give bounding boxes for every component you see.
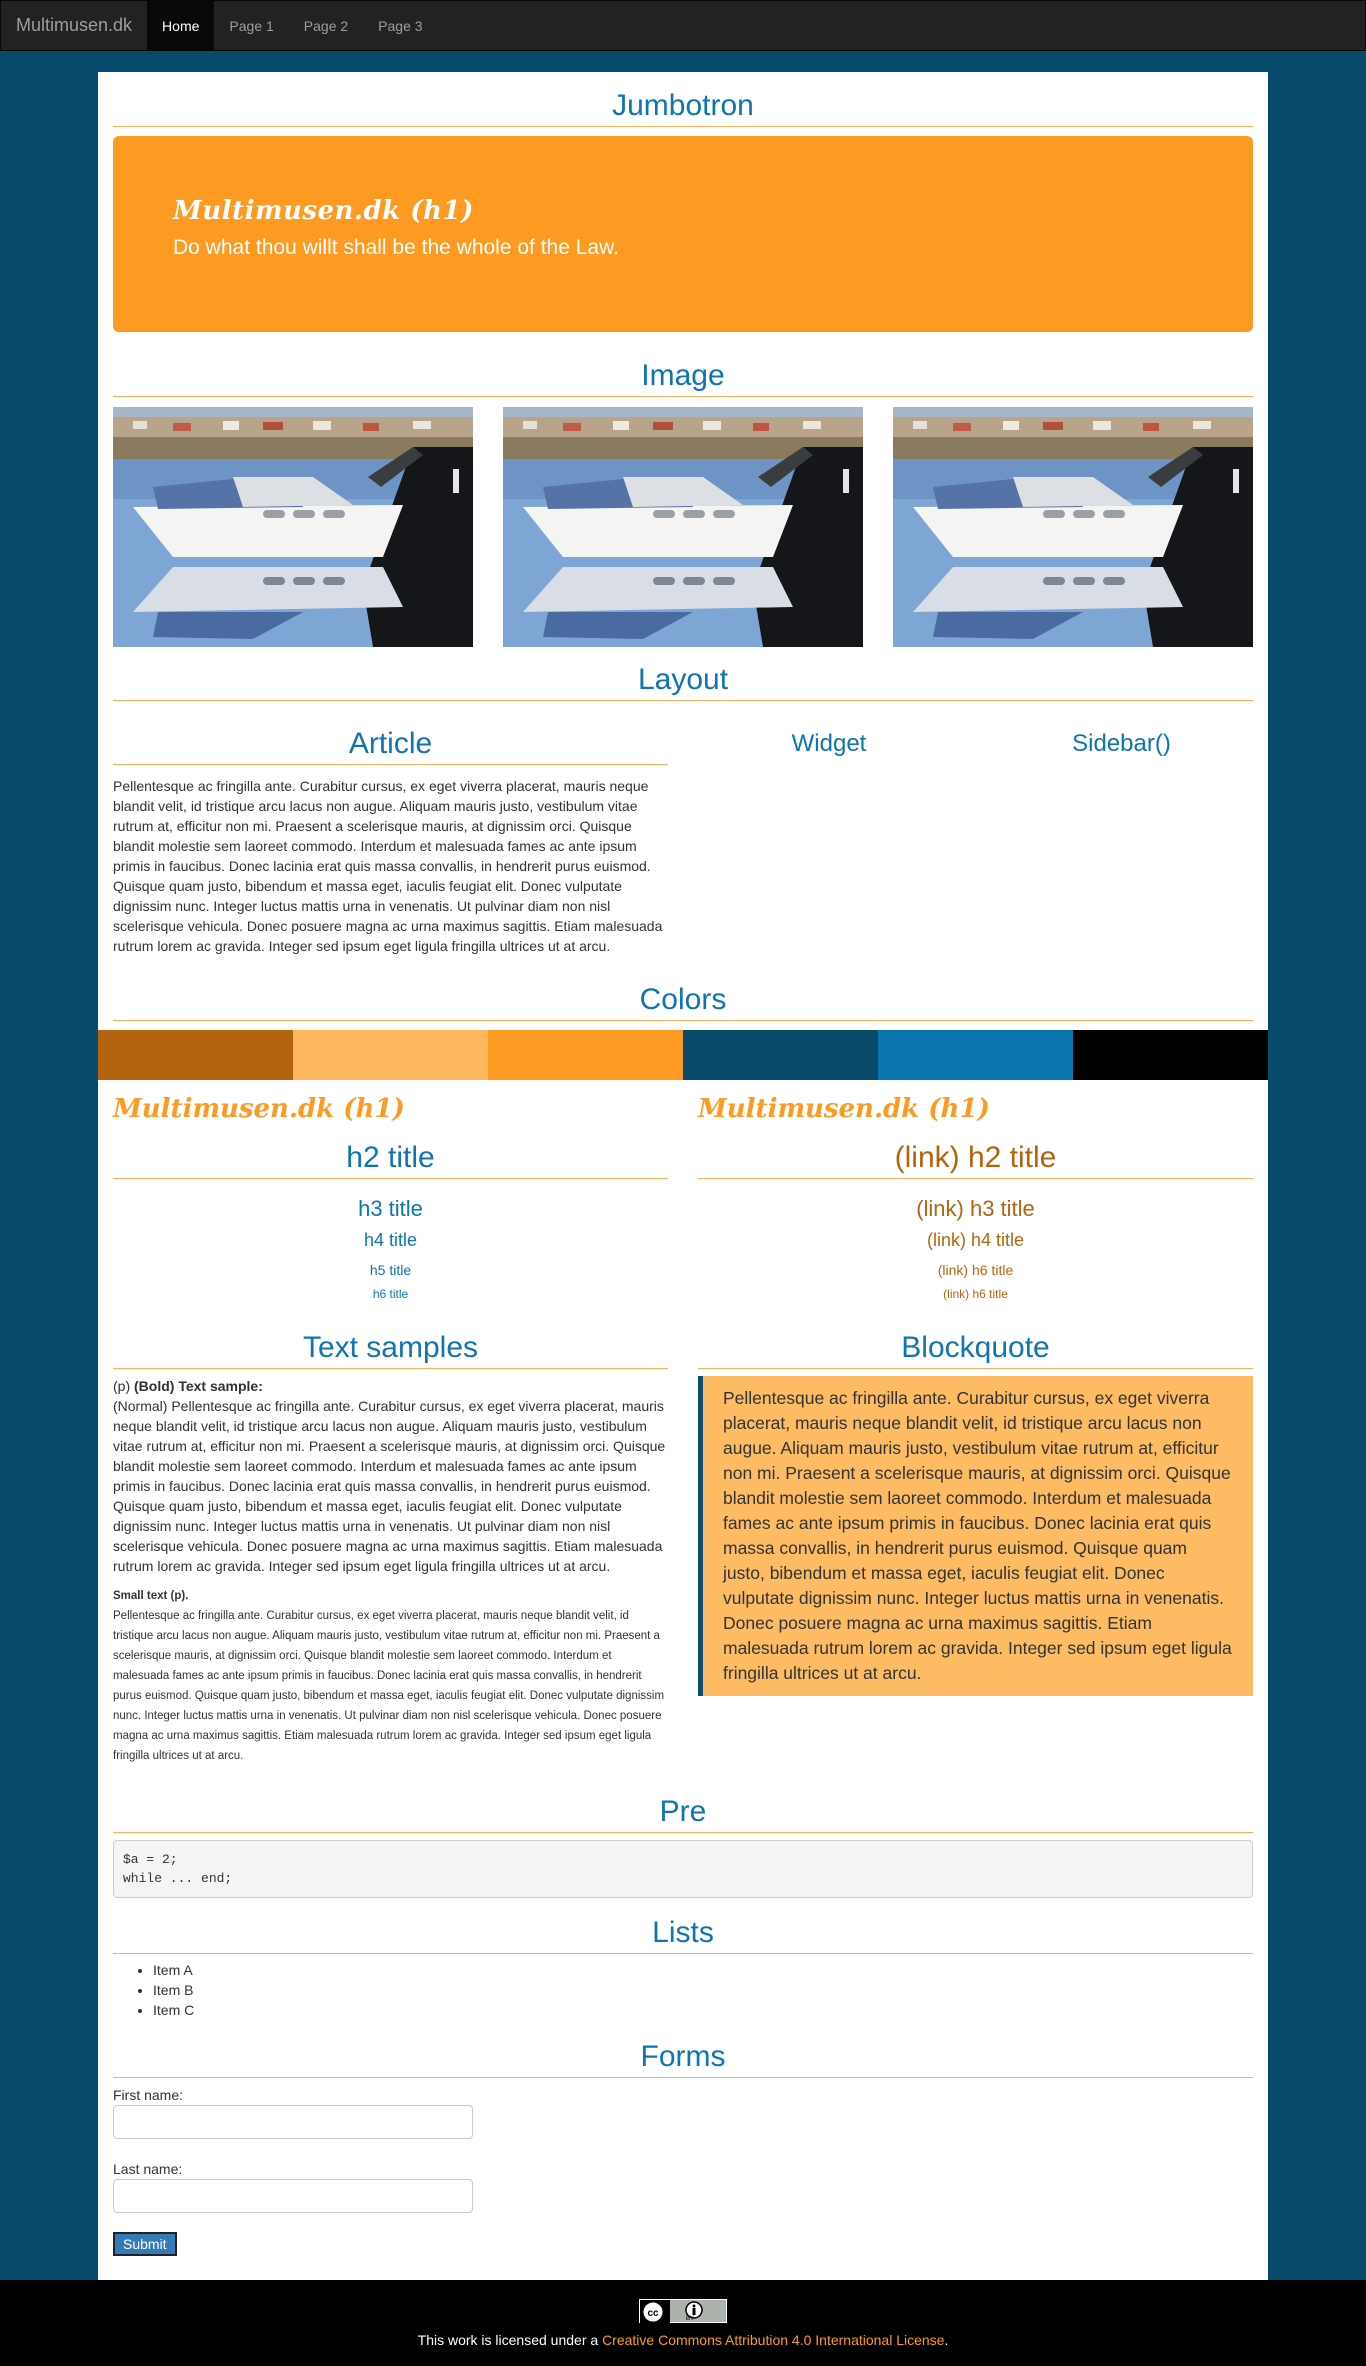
blockquote: Pellentesque ac fringilla ante. Curabitur cursus, ex eget viverra placerat, mauris neque blandit velit, id tristique arcu lacus non augue. Aliquam mauris justo, vestibulum vitae rutrum at, efficitur non mi. Praesent a scelerisque mauris, at dignissim orci. Quisque blandit molestie sem laoreet commodo. Interdum et malesuada fames ac ante ipsum primis in faucibus. Donec lacinia erat quis massa convallis, in hendrerit purus euismod. Quisque quam justo, bibendum et massa eget, iaculis feugiat elit. Donec vulputate dignissim nunc. Integer luctus mattis urna in venenatis. Donec posuere magna ac urna maximus sagittis. Etiam malesuada rutrum lorem ac gravida. Integer sed ipsum eget ligula fringilla ultrices ut at arcu. bbox=[698, 1376, 1253, 1696]
nav-item-page-2[interactable]: Page 2 bbox=[303, 17, 349, 34]
small-label: Small text (p). bbox=[113, 1590, 189, 1602]
p-prefix: (p) bbox=[113, 1378, 131, 1394]
list-item: • Item B bbox=[153, 1980, 194, 2000]
nav-item-page-3[interactable]: Page 3 bbox=[378, 17, 423, 34]
color-swatch-3 bbox=[488, 1030, 683, 1080]
section-title-lists: Lists bbox=[113, 1915, 1253, 1954]
footer bbox=[0, 2280, 1366, 2366]
jumbotron-heading: Multimusen.dk (h1) bbox=[173, 196, 474, 226]
pre-code-block bbox=[113, 1840, 1253, 1898]
link-h2-title[interactable]: (link) h2 title bbox=[698, 1140, 1253, 1179]
item-list bbox=[153, 1960, 194, 2020]
list-item: • Item A bbox=[153, 1960, 194, 1980]
script-heading-left: Multimusen.dk (h1) bbox=[113, 1094, 405, 1124]
nav-item-home[interactable]: Home bbox=[147, 1, 214, 50]
color-swatch-5 bbox=[878, 1030, 1073, 1080]
pre-line-1: $a = 2; bbox=[123, 1852, 178, 1867]
link-h6-title[interactable]: (link) h6 title bbox=[943, 1287, 1008, 1301]
first-name-label: First name: bbox=[113, 2087, 184, 2103]
last-name-label: Last name: bbox=[113, 2161, 183, 2177]
jumbotron-lead: Do what thou willt shall be the whole of the Law. bbox=[173, 236, 619, 259]
h6-title: h6 title bbox=[372, 1287, 409, 1301]
boat-image-2 bbox=[503, 407, 863, 647]
svg-text:cc: cc bbox=[647, 2308, 659, 2319]
sidebar-title: Sidebar() bbox=[1072, 730, 1171, 757]
h4-title: h4 title bbox=[363, 1230, 418, 1250]
link-h4-title[interactable]: (link) h4 title bbox=[926, 1230, 1025, 1250]
bold-label: (Bold) Text sample: bbox=[134, 1378, 263, 1394]
color-swatch-2 bbox=[293, 1030, 488, 1080]
small-text-block bbox=[113, 1586, 668, 1766]
section-title-text-samples: Text samples bbox=[113, 1330, 668, 1369]
pre-line-2: while ... end; bbox=[123, 1871, 233, 1886]
submit-button[interactable]: Submit bbox=[113, 2232, 177, 2256]
text-sample-paragraph bbox=[113, 1376, 668, 1576]
nav-item-page-1[interactable]: Page 1 bbox=[229, 17, 274, 34]
section-title-blockquote: Blockquote bbox=[698, 1330, 1253, 1369]
list-item: • Item C bbox=[153, 2000, 194, 2020]
widget-title: Widget bbox=[791, 730, 867, 757]
section-title-colors: Colors bbox=[113, 982, 1253, 1021]
h5-title: h5 title bbox=[369, 1262, 412, 1278]
cc-license-badge[interactable] bbox=[639, 2299, 727, 2323]
main-container bbox=[98, 72, 1268, 2280]
section-title-pre: Pre bbox=[113, 1794, 1253, 1833]
jumbotron bbox=[113, 136, 1253, 332]
script-heading-right: Multimusen.dk (h1) bbox=[698, 1094, 990, 1124]
section-title-jumbotron: Jumbotron bbox=[113, 88, 1253, 127]
license-prefix: This work is licensed under a bbox=[417, 2332, 603, 2348]
color-swatch-1 bbox=[98, 1030, 293, 1080]
small-text: Pellentesque ac fringilla ante. Curabitur cursus, ex eget viverra placerat, mauris neque blandit velit, id tristique arcu lacus non augue. Aliquam mauris justo, vestibulum vitae rutrum at, efficitur non mi. Praesent a scelerisque mauris, at dignissim orci. Quisque blandit molestie sem laoreet commodo. Interdum et malesuada fames ac ante ipsum primis in faucibus. Donec lacinia erat quis massa convallis, in hendrerit purus euismod. Quisque quam justo, bibendum et massa eget, iaculis feugiat elit. Donec vulputate dignissim nunc. Integer luctus mattis urna in venenatis. Ut pulvinar diam non nisl scelerisque vehicula. Donec posuere magna ac urna maximus sagittis. Etiam malesuada rutrum lorem ac gravida. Integer sed ipsum eget ligula fringilla ultrices ut at arcu. bbox=[113, 1610, 665, 1762]
link-h3-title[interactable]: (link) h3 title bbox=[916, 1196, 1035, 1221]
color-swatches bbox=[98, 1030, 1268, 1080]
navbar-brand[interactable]: Multimusen.dk bbox=[16, 15, 133, 35]
top-navbar bbox=[0, 0, 1366, 51]
color-swatch-4 bbox=[683, 1030, 878, 1080]
link-h5-title[interactable]: (link) h6 title bbox=[937, 1262, 1014, 1278]
normal-text: (Normal) Pellentesque ac fringilla ante. Curabitur cursus, ex eget viverra placerat, mauris neque blandit velit, id tristique arcu lacus non augue. Aliquam mauris justo, vestibulum vitae rutrum at, efficitur non mi. Praesent a scelerisque mauris, at dignissim orci. Quisque blandit molestie sem laoreet commodo. Interdum et malesuada fames ac ante ipsum primis in faucibus. Donec lacinia erat quis massa convallis, in hendrerit purus euismod. Quisque quam justo, bibendum et massa eget, iaculis feugiat elit. Donec vulputate dignissim nunc. Integer luctus mattis urna in venenatis. Ut pulvinar diam non nisl scelerisque vehicula. Donec posuere magna ac urna maximus sagittis. Etiam malesuada rutrum lorem ac gravida. Integer sed ipsum eget ligula fringilla ultrices ut at arcu. bbox=[113, 1398, 666, 1574]
article-text: Pellentesque ac fringilla ante. Curabitur cursus, ex eget viverra placerat, mauris neque blandit velit, id tristique arcu lacus non augue. Aliquam mauris justo, vestibulum vitae rutrum at, efficitur non mi. Praesent a scelerisque mauris, at dignissim orci. Quisque blandit molestie sem laoreet commodo. Interdum et malesuada fames ac ante ipsum primis in faucibus. Donec lacinia erat quis massa convallis, in hendrerit purus euismod. Quisque quam justo, bibendum et massa eget, iaculis feugiat elit. Donec vulputate dignissim nunc. Integer luctus mattis urna in venenatis. Ut pulvinar diam non nisl scelerisque vehicula. Donec posuere magna ac urna maximus sagittis. Etiam malesuada rutrum lorem ac gravida. Integer sed ipsum eget ligula fringilla ultrices ut at arcu. bbox=[113, 778, 663, 954]
h2-title: h2 title bbox=[113, 1140, 668, 1179]
boat-image-1 bbox=[113, 407, 473, 647]
cc-by-label: BY bbox=[686, 2316, 695, 2322]
article-title: Article bbox=[113, 726, 668, 765]
license-suffix: . bbox=[944, 2332, 949, 2348]
boat-image-3 bbox=[893, 407, 1253, 647]
license-text bbox=[0, 2332, 1366, 2348]
section-title-image: Image bbox=[113, 358, 1253, 397]
section-title-layout: Layout bbox=[113, 662, 1253, 701]
license-link[interactable]: Creative Commons Attribution 4.0 International License bbox=[602, 2332, 945, 2348]
section-title-forms: Forms bbox=[113, 2039, 1253, 2078]
first-name-input[interactable] bbox=[113, 2105, 473, 2139]
h3-title: h3 title bbox=[358, 1196, 423, 1221]
color-swatch-6 bbox=[1073, 1030, 1268, 1080]
last-name-input[interactable] bbox=[113, 2179, 473, 2213]
